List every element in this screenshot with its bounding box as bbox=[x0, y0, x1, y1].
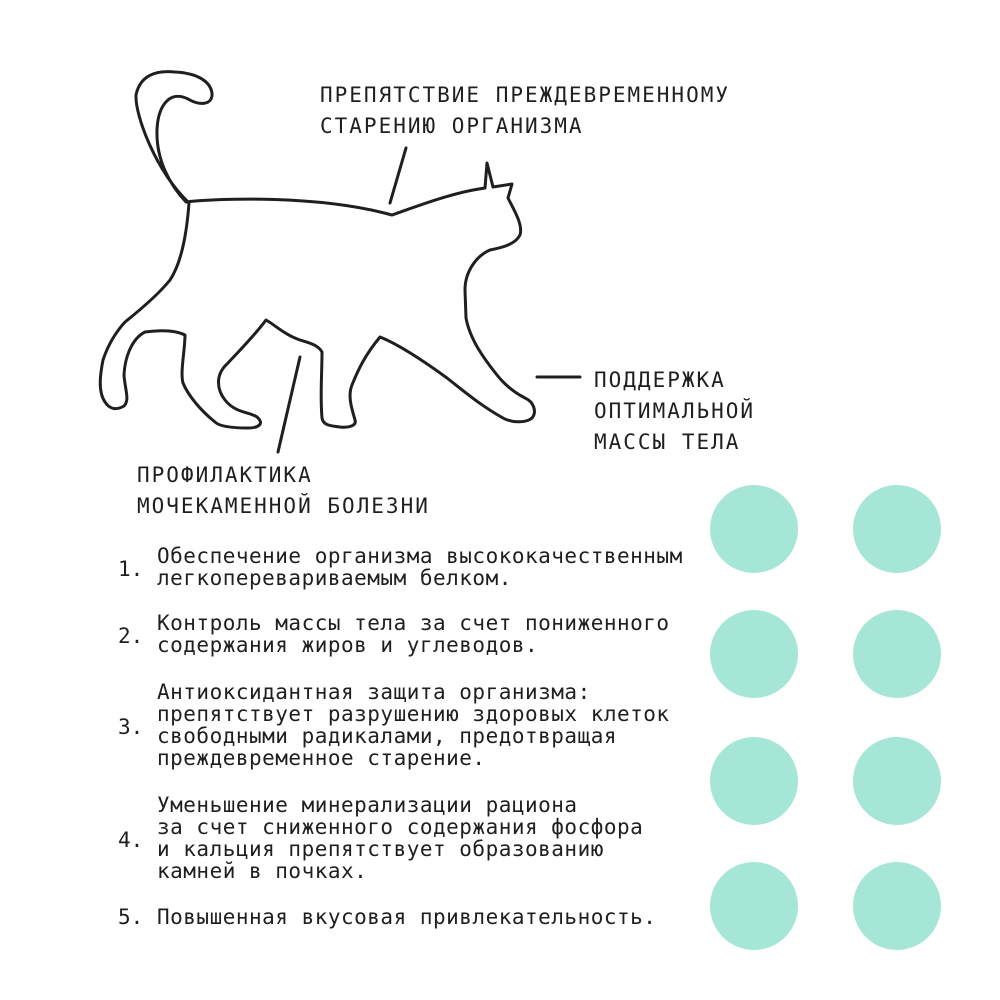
benefit-text: Повышенная вкусовая привлекательность. bbox=[157, 905, 657, 929]
decor-dot bbox=[853, 610, 941, 698]
callout-weight: ПОДДЕРЖКА ОПТИМАЛЬНОЙ МАССЫ ТЕЛА bbox=[594, 368, 756, 454]
benefit-text: Антиоксидантная защита организма: препятствует разрушению здоровых клеток свободными радикалами, предотвращая преждевременное старение. bbox=[157, 680, 670, 770]
benefit-text: Обеспечение организма высококачественным легкоперевариваемым белком. bbox=[157, 544, 683, 590]
callout-urolithiasis: ПРОФИЛАКТИКА МОЧЕКАМЕННОЙ БОЛЕЗНИ bbox=[137, 463, 430, 518]
benefit-text: Контроль массы тела за счет пониженного содержания жиров и углеводов. bbox=[157, 611, 670, 657]
decor-dot bbox=[853, 737, 941, 825]
benefit-number: 3. bbox=[118, 715, 144, 739]
benefit-number: 1. bbox=[118, 557, 144, 581]
benefit-number: 2. bbox=[118, 624, 144, 648]
benefit-number: 4. bbox=[118, 828, 144, 852]
benefit-number: 5. bbox=[118, 905, 144, 929]
benefit-text: Уменьшение минерализации рациона за счет сниженного содержания фосфора и кальция препятствует образованию камней в почках. bbox=[157, 793, 644, 883]
callout-aging: ПРЕПЯТСТВИЕ ПРЕЖДЕВРЕМЕННОМУ СТАРЕНИЮ ОРГАНИЗМА bbox=[320, 83, 731, 138]
decor-dot bbox=[853, 862, 941, 950]
